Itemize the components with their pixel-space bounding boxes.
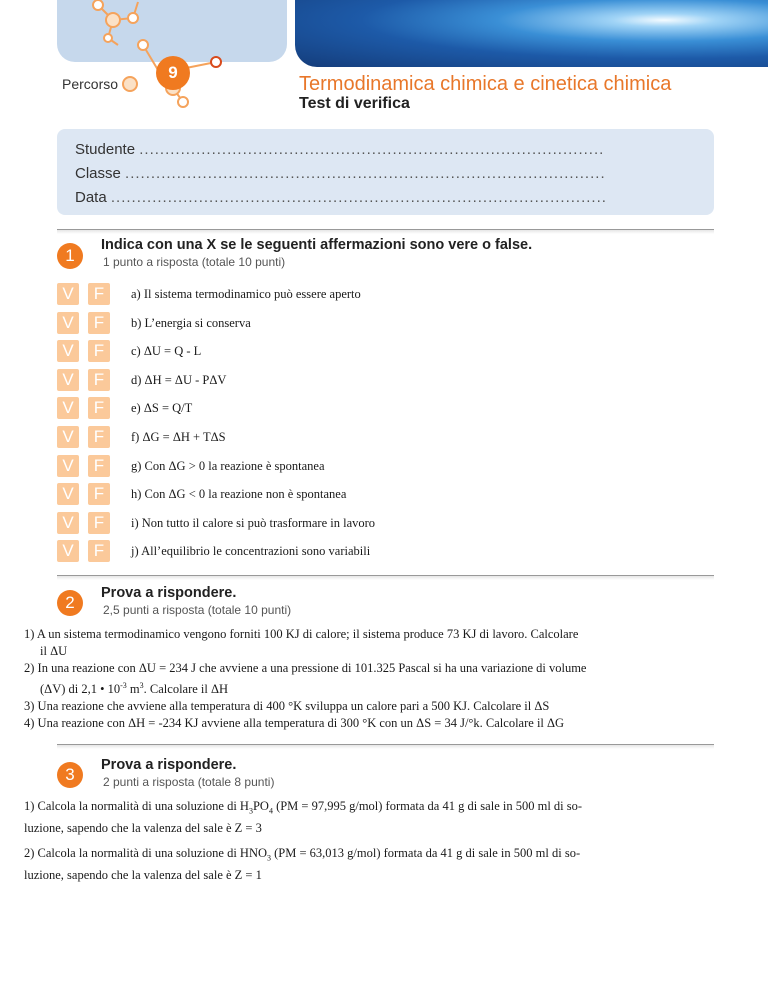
s3q1-text-c: (PM = 97,995 g/mol) formata da 41 g di sale in 500 ml di so-: [272, 799, 583, 813]
percorso-number-badge: 9: [156, 56, 190, 90]
q2-exponent: -3: [120, 681, 127, 690]
statement-text: d) ΔH = ΔU - PΔV: [131, 372, 227, 387]
true-false-row: [57, 312, 717, 334]
student-info-box: [57, 129, 714, 215]
statement-text: g) Con ΔG > 0 la reazione è spontanea: [131, 458, 325, 473]
false-checkbox[interactable]: F: [88, 283, 110, 305]
percorso-label: Percorso: [62, 76, 119, 92]
statement-text: e) ΔS = Q/T: [131, 401, 193, 416]
true-checkbox[interactable]: V: [57, 369, 79, 391]
s3-question-2-line-2: luzione, sapendo che la valenza del sale è Z = 1: [24, 867, 262, 882]
true-checkbox[interactable]: V: [57, 340, 79, 362]
section-3-question-2: [24, 845, 720, 884]
true-checkbox[interactable]: V: [57, 455, 79, 477]
s3q2-text-b: (PM = 63,013 g/mol) formata da 41 g di sale in 500 ml di so-: [271, 846, 581, 860]
s3-question-1-line-1: [24, 798, 720, 820]
false-checkbox[interactable]: F: [88, 540, 110, 562]
section-3-question-1: [24, 798, 720, 837]
true-checkbox[interactable]: V: [57, 483, 79, 505]
molecule-illustration: [68, 0, 248, 110]
false-checkbox[interactable]: F: [88, 426, 110, 448]
section-2-questions: [24, 626, 720, 732]
question-1-line-1: 1) A un sistema termodinamico vengono forniti 100 KJ di calore; il sistema produce 73 KJ di lavoro. Calcolare: [24, 627, 579, 641]
question-1-line-2: il ΔU: [40, 644, 68, 658]
false-checkbox[interactable]: F: [88, 512, 110, 534]
s3q1-subscript-2: 4: [268, 806, 273, 816]
student-dots: ..........................................................................................: [139, 141, 605, 158]
divider-shadow: [57, 576, 714, 580]
section-1-title: Indica con una X se le seguenti affermazioni sono vere o false.: [101, 237, 533, 253]
divider-shadow: [57, 230, 714, 234]
q2-text-a: (ΔV) di 2,1 • 10: [40, 682, 121, 697]
section-2-title: Prova a rispondere.: [101, 585, 237, 601]
student-label: Studente: [75, 141, 136, 158]
page-title: Termodinamica chimica e cinetica chimica: [299, 73, 672, 95]
s3q2-subscript: 3: [267, 853, 271, 863]
true-false-row: [57, 369, 717, 391]
true-checkbox[interactable]: V: [57, 540, 79, 562]
true-false-row: [57, 512, 717, 534]
class-dots: .............................................................................................: [125, 165, 606, 182]
s3q1-text-b: PO: [252, 799, 269, 813]
true-false-row: [57, 426, 717, 448]
section-3-number: 3: [57, 762, 83, 788]
true-false-row: [57, 483, 717, 505]
statement-text: c) ΔU = Q - L: [131, 344, 202, 359]
statement-text: j) All’equilibrio le concentrazioni sono variabili: [131, 544, 371, 559]
false-checkbox[interactable]: F: [88, 340, 110, 362]
section-2-subtitle: 2,5 punti a risposta (totale 10 punti): [103, 603, 292, 617]
true-false-row: [57, 397, 717, 419]
true-checkbox[interactable]: V: [57, 397, 79, 419]
date-label: Data: [75, 189, 107, 206]
section-3-subtitle: 2 punti a risposta (totale 8 punti): [103, 775, 275, 789]
student-field[interactable]: [75, 141, 699, 158]
statement-text: a) Il sistema termodinamico può essere aperto: [131, 287, 361, 301]
s3-question-2-line-1: [24, 845, 720, 867]
date-dots: ................................................................................................: [110, 189, 607, 206]
true-checkbox[interactable]: V: [57, 512, 79, 534]
s3q1-text-a: 1) Calcola la normalità di una soluzione di H: [24, 799, 249, 813]
false-checkbox[interactable]: F: [88, 455, 110, 477]
section-2-number: 2: [57, 590, 83, 616]
question-2-line-1: 2) In una reazione con ΔU = 234 J che avviene a una pressione di 101.325 Pascal si ha una variazione di volume: [24, 661, 587, 675]
true-checkbox[interactable]: V: [57, 426, 79, 448]
true-false-row: [57, 340, 717, 362]
question-3: 3) Una reazione che avviene alla temperatura di 400 °K sviluppa un calore pari a 500 KJ. Calcolare il ΔS: [24, 699, 550, 714]
question-4: 4) Una reazione con ΔH = -234 KJ avviene alla temperatura di 300 °K con un ΔS = 34 J/°k. Calcolare il ΔG: [24, 716, 565, 731]
false-checkbox[interactable]: F: [88, 397, 110, 419]
class-field[interactable]: [75, 165, 699, 182]
statement-text: i) Non tutto il calore si può trasformare in lavoro: [131, 515, 376, 530]
false-checkbox[interactable]: F: [88, 312, 110, 334]
statement-text: f) ΔG = ΔH + TΔS: [131, 430, 226, 444]
true-checkbox[interactable]: V: [57, 283, 79, 305]
statement-text: b) L’energia si conserva: [131, 315, 251, 330]
divider-shadow: [57, 745, 714, 749]
true-false-row: [57, 455, 717, 477]
s3-question-1-line-2: luzione, sapendo che la valenza del sale è Z = 3: [24, 820, 262, 835]
q2-exponent-2: 3: [139, 681, 144, 690]
statement-text: h) Con ΔG < 0 la reazione non è spontanea: [131, 487, 347, 502]
true-checkbox[interactable]: V: [57, 312, 79, 334]
section-1-subtitle: 1 punto a risposta (totale 10 punti): [103, 255, 286, 269]
true-false-row: [57, 540, 717, 562]
false-checkbox[interactable]: F: [88, 369, 110, 391]
page-subtitle: Test di verifica: [299, 95, 410, 112]
s3q2-text-a: 2) Calcola la normalità di una soluzione di HNO: [24, 846, 267, 860]
q2-text-c: . Calcolare il ΔH: [143, 682, 229, 697]
date-field[interactable]: [75, 189, 699, 206]
class-label: Classe: [75, 165, 121, 182]
question-2-line-2: [24, 677, 720, 698]
s3q1-subscript-1: 3: [248, 806, 253, 816]
true-false-row: [57, 283, 717, 305]
q2-text-b: m: [126, 682, 140, 697]
section-1-number: 1: [57, 243, 83, 269]
false-checkbox[interactable]: F: [88, 483, 110, 505]
section-3-title: Prova a rispondere.: [101, 757, 237, 773]
header-space-image: [295, 0, 768, 67]
